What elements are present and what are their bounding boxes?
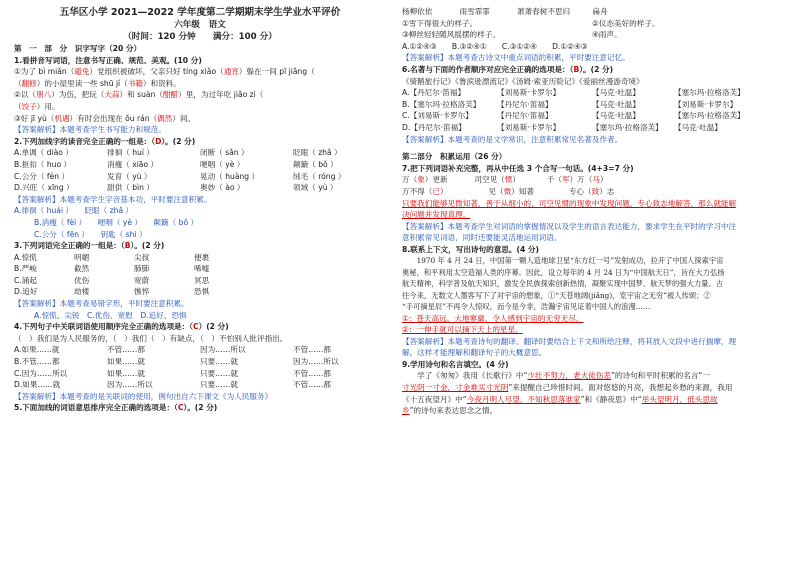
q8-note-2: 解，这样才能理解和翻译句子的大概意思。 [402,348,547,358]
q6-title: 6.名著与下面的作者顺序对应完全正确的选项是：（B）。(2 分) [402,64,614,74]
q3-note: 【答案解析】本题考查易错字形，平时要注意积累。 [14,299,189,309]
q7-title: 7.把下列词语补充完整，再从中任选 3 个合写一句话。(4+3=7 分) [402,163,634,173]
q4-note: 【答案解析】本题考查的是关联词的使用，例句出自六下课文《为人民服务》 [14,391,273,401]
exam-meta: （时间：120 分钟 满分：100 分） [123,32,277,42]
q3-fix: A.惊慌、尖锐 C.优伤、宽慰 D.追好、恐惧 [34,310,187,320]
q9-title: 9.学用诗句和名言填空。(4 分) [402,359,509,369]
q4-options: A.如果……就 不管……都 因为……所以 不管……都 B.不管……都 如果……就 只要……就 因为……所以 C.因为……所以 如果……就 只要……就 不管……都 D.如果……就 因为……所以 只要……就 不管……都 [14,345,339,390]
q7-row2: 万不得（已） 见（微）知著 专心（致）志 [402,186,615,196]
part2-title: 第二部分 积累运用（26 分） [402,152,507,162]
q8-passage: 1970 年 4 月 24 日，中国第一颗人造地球卫星“东方红一号”发射成功，拉开了中国人探索宇宙 奥秘，和平利用太空造福人类的序幕。因此，设立每年的 4 月 24 日为“中国航天日”，旨在大力弘扬 航天精神，科学普及航天知识，激发全民族探索创新热情，凝聚实现中国梦、航天梦的强大力量。古 往今来，无数文人墨客写下了对宇宙的想象，①“天苍地阔(jiǎng)，览宇宙之无穷”被人传颂；② “手可摘星辰”不再令人惊叹，而今是今非，浩瀚宇宙见证着中国人的浪漫…… [402,256,725,312]
q2-options: A.单调（ diào ） 徘徊（ huí ） 闭断（ sǎn ） 眨眼（ zhǎ ） B.抠扣（ huo ） 消瘦（ xiāo ） 哽咽（ yè ） 颠簸（ bǒ ） C.公分（ fèn ） 发育（ yù ） 晃动（ huàng ） 绒毛（ róng ） D.兴旺（ xīng ） 甜供（ bìn ） 奥妙（ ào ） 领域（ yù ） [14,148,346,193]
q3-title: 3.下列词语完全正确的一组是：（B）。(2 分) [14,241,165,251]
q9-line3: 《十五夜望月》中“今夜月明人尽望，不知秋思落谁家”和《静夜思》中“举头望明月，低头思故 [402,394,718,404]
exam-subtitle: 六年级 语文 [174,20,226,30]
q1-note: 【答案解析】本题考查学生书写能力和规范。 [14,125,166,135]
q5-meanings: ①雪下得很大的样子。 ②仪态美好的样子。 ③柳丝轻轻随风摇摆的样子。 ④雨声。 [402,18,660,40]
exam-title: 五华区小学 2021—2022 学年度第二学期期末学生学业水平评价 [59,7,341,18]
q3-options: A.惊慌 明媚 尖叔 便裹 B.严峻 截然 肺肺 唏嘘 C.涌起 优伤 宽蔚 冥思 D.追好 劫楼 憔悴 恐惧 [14,252,210,297]
q1-line2: （翻修）的小屋里读一些 shū jí（书籍）和资料。 [14,78,181,88]
q4-title: 4.下列句子中关联词语使用顺序完全正确的选项是：（C）(2 分) [14,322,229,332]
q2-note: 【答案解析】本题考查学生字音基本功，平时要注意积累。 [14,194,212,204]
q5-title: 5.下面加线的词语意思排序完全正确的选项是：（C）。(2 分) [14,403,218,413]
q6-options: A.【丹尼尔·笛福】 【刘易斯·卡罗尔】 【马克·吐温】 【塞尔玛·拉格洛芙】 B.【塞尔玛·拉格洛芙】 【丹尼尔·笛福】 【马克·吐温】 【刘易斯·卡罗尔】 C.【刘易斯·卡罗尔】 【丹尼尔·笛福】 【马克·吐温】 【塞尔玛·拉格洛芙】 D.【丹尼尔·笛福】 【刘易斯·卡罗尔】 【塞尔玛·拉格洛芙】 【马克·吐温】 [402,88,745,132]
q7-note-2: 意积累常见词语，同时还要能灵活地运用词语。 [402,233,562,243]
q6-books: 《骑鹅旅行记》《鲁滨逊漂流记》《汤姆·索亚历险记》《爱丽丝漫游奇境》 [402,76,644,86]
q1-line3: ②以（朋八）为伍，把玩（大蒜）和 suàn（酣醋）里，为过年吃 jiǎo zi（ [14,90,264,100]
q1-title: 1.看拼音写词语，注意书写正确、规范、美观。(10 分) [14,55,202,65]
q9-line4: 乡”的诗句来表达思念之情。 [402,406,498,416]
q1-line4: （饺子）用。 [14,101,60,111]
q8-title: 8.联系上下文，写出诗句的意思。(4 分) [402,244,539,254]
q7-sentence-2: 决问题并发现真理。 [402,210,471,220]
q5-note: 【答案解析】本题考查古诗文中重点词语的积累，平时要注意记忆。 [402,53,630,63]
q8-answer-1: ①：苍天高远，大地寥廓，令人感到宇宙的无穷无尽。 [402,313,584,323]
left-column [14,6,386,414]
q7-note-1: 【答案解析】本题考查学生对词语的掌握情况以及学生的语言表达能力，要求学生在平时的学习中注 [402,221,737,231]
q7-row1: 万（象）更新 司空见（惯） 千（军）万（马） [402,175,608,185]
part1-title: 第 一 部 分 识字写字（20 分） [14,44,142,53]
q2-title: 2.下列加线字的读音完全正确的一组是：（D）。(2 分) [14,136,196,146]
q9-line1: 学了《匆匆》我用《长歌行》中“少壮不努力，老大徒伤悲”的诗句和平时积累的名言“一 [402,371,710,381]
q8-note-1: 【答案解析】本题考查诗句的翻译。翻译时要结合上下文和所给注释，将其放入文段中进行揣摩，理 [402,336,737,346]
q1-line1: ①为了 bì miǎn（避免）党组织被破坏，父亲只好 tíng xiǎo（通宵）躲在一间 pī jiǎng（ [14,67,315,77]
q9-line2: 寸光阴一寸金，寸金难买寸光阴”来提醒自己珍惜时间。面对悠悠的月亮，我想起乡愁的来源，我用 [402,383,733,393]
q1-line5: ③好 jī yù（机遇）有时会出现在 ǒu rán（偶然）间。 [14,113,196,123]
q5-words: 杨柳依依 雨雪霏霏 萧萧春树不思归 扁舟 [402,7,608,16]
q6-note: 【答案解析】本题考查的是文学常识，注意积累常见名著及作者。 [402,134,623,144]
right-column [402,6,784,417]
q5-choices: A.①②④③ B.③②④① C.③①②④ D.①②④③ [402,41,588,51]
q8-answer-2: ②：一伸手就可以摘下天上的星星。 [402,325,523,335]
q2-fix1: A.徘徊（ huái ） 眨眼（ zhǎ ） [14,206,134,216]
q2-fix3: C.公分（ fēn ） 钥匙（ shi ） [34,229,147,239]
q4-stem: （ ）我们是为人民服务的，（ ）我们（ ）有缺点，（ ）不怕别人批评指出。 [14,333,288,343]
q2-fix2: B.消瘦（ fèi ） 哽咽（ yè ） 颠簸（ bǒ ） [34,217,199,227]
q7-sentence-1: 只要我们能够见微知著，善于从细小的、司空见惯的现象中发现问题，专心致志地解答，那么就能解 [402,198,737,208]
